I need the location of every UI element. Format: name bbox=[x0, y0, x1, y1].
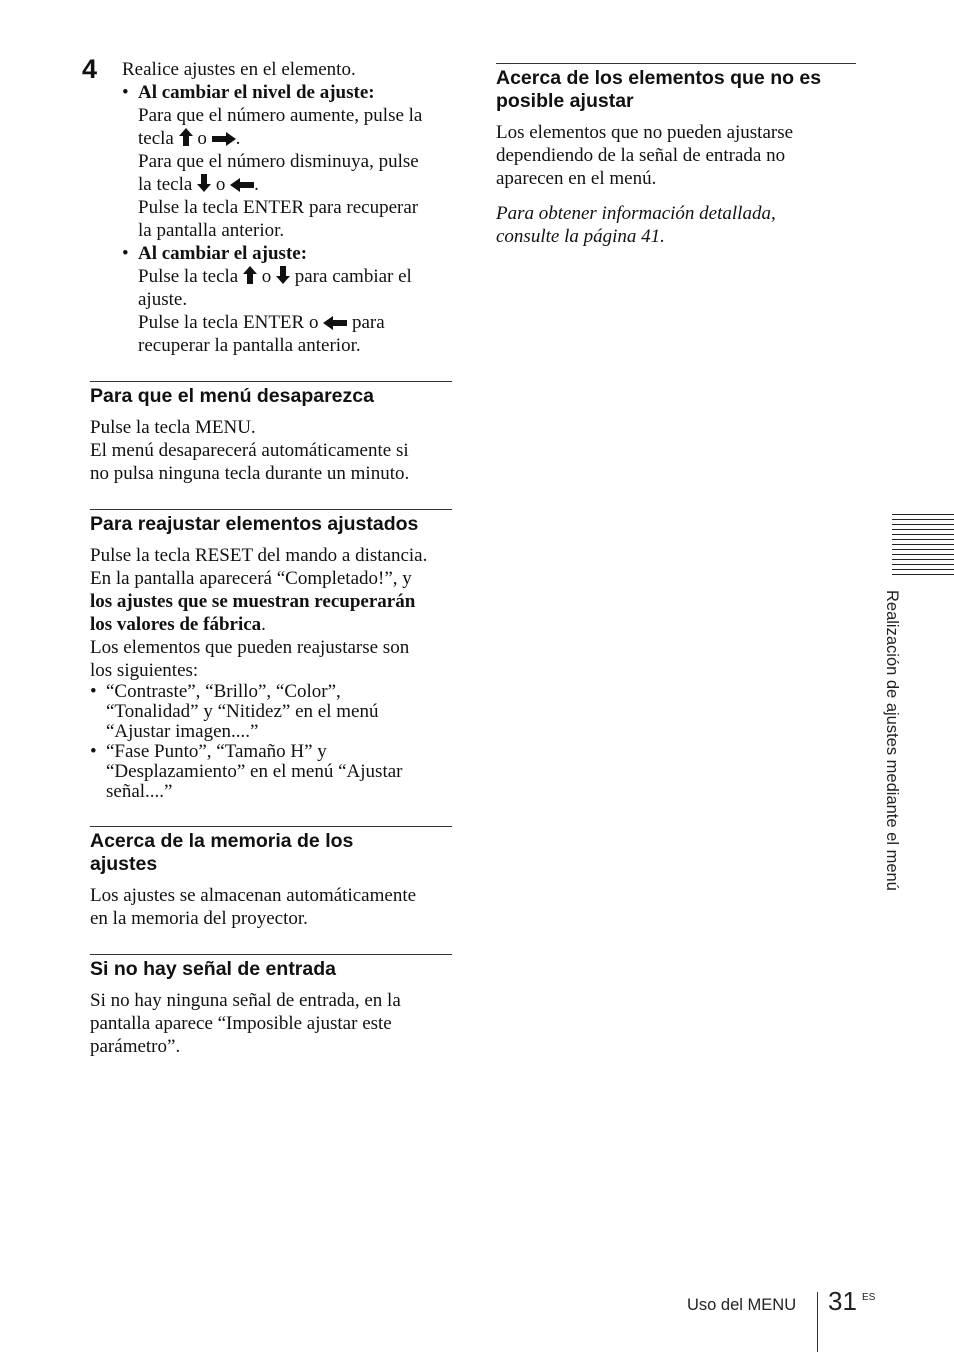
text-line: recuperar la pantalla anterior. bbox=[138, 335, 361, 356]
text-line: Pulse la tecla MENU. bbox=[90, 417, 256, 438]
text-line: Si no hay ninguna señal de entrada, en la bbox=[90, 990, 401, 1011]
text-fragment: Pulse la tecla bbox=[138, 266, 239, 287]
step-number: 4 bbox=[82, 54, 98, 84]
text-line: dependiendo de la señal de entrada no bbox=[496, 145, 786, 166]
bullet-adjust-level bbox=[90, 81, 452, 242]
text-line bbox=[138, 265, 452, 288]
text-fragment: para cambiar el bbox=[294, 266, 412, 287]
language-code: ES bbox=[862, 1292, 876, 1303]
footer-section-label: Uso del MENU bbox=[687, 1296, 797, 1314]
section-heading bbox=[90, 826, 452, 876]
arrow-down-icon bbox=[276, 266, 290, 284]
right-column bbox=[496, 63, 856, 248]
reference-note bbox=[496, 202, 856, 248]
text-line: Los ajustes se almacenan automáticamente bbox=[90, 885, 417, 906]
section-heading bbox=[496, 63, 856, 113]
text-line: pantalla aparece “Imposible ajustar este bbox=[90, 1013, 392, 1034]
text-line: los siguientes: bbox=[90, 660, 199, 681]
page-number: 31 bbox=[828, 1286, 857, 1316]
side-tab-marker bbox=[892, 514, 954, 579]
text-line: “Contraste”, “Brillo”, “Color”, bbox=[106, 681, 341, 702]
bullet-dot: • bbox=[122, 82, 129, 103]
text-line: Pulse la tecla RESET del mando a distancia. bbox=[90, 545, 428, 566]
text-line: “Ajustar imagen....” bbox=[106, 721, 259, 742]
text-line: señal....” bbox=[106, 781, 173, 802]
text-line: Pulse la tecla ENTER para recuperar bbox=[138, 197, 419, 218]
arrow-left-icon bbox=[230, 178, 254, 192]
list-item bbox=[90, 682, 452, 742]
arrow-left-icon bbox=[323, 316, 347, 330]
bullet-dot: • bbox=[90, 681, 97, 702]
section-heading: Si no hay señal de entrada bbox=[90, 954, 452, 981]
text-line: Para que el número aumente, pulse la bbox=[138, 105, 423, 126]
arrow-up-icon bbox=[179, 128, 193, 146]
section-heading: Para reajustar elementos ajustados bbox=[90, 509, 452, 536]
bullet-title: Al cambiar el ajuste: bbox=[138, 243, 308, 264]
text-line: “Tonalidad” y “Nitidez” en el menú bbox=[106, 701, 379, 722]
text-line: no pulsa ninguna tecla durante un minuto. bbox=[90, 463, 410, 484]
text-line: “Desplazamiento” en el menú “Ajustar bbox=[106, 761, 403, 782]
text-line: aparecen en el menú. bbox=[496, 168, 657, 189]
text-line: En la pantalla aparecerá “Completado!”, y bbox=[90, 568, 412, 589]
footer-divider bbox=[817, 1292, 818, 1352]
heading-line: Acerca de los elementos que no es bbox=[496, 67, 822, 89]
text-fragment: . bbox=[254, 174, 259, 195]
section-reset bbox=[90, 509, 452, 802]
text-line bbox=[90, 613, 452, 636]
text-fragment: para bbox=[351, 312, 385, 333]
text-fragment: . bbox=[235, 128, 241, 149]
section-no-signal bbox=[90, 954, 452, 1058]
bold-text-fragment: los valores de fábrica bbox=[90, 614, 262, 635]
text-line: parámetro”. bbox=[90, 1036, 181, 1057]
section-menu-hide bbox=[90, 381, 452, 485]
arrow-up-icon bbox=[243, 266, 257, 284]
heading-line: ajustes bbox=[90, 853, 158, 875]
arrow-down-icon bbox=[197, 174, 211, 192]
text-line bbox=[138, 311, 452, 334]
step-intro: Realice ajustes en el elemento. bbox=[122, 59, 356, 80]
text-fragment: o bbox=[261, 266, 272, 287]
text-fragment: o bbox=[197, 128, 207, 149]
left-column bbox=[82, 54, 452, 1058]
side-tab-label: Realización de ajustes mediante el menú bbox=[883, 590, 901, 891]
list-item bbox=[90, 742, 452, 802]
bullet-title: Al cambiar el nivel de ajuste: bbox=[138, 82, 375, 103]
bullet-change-setting bbox=[90, 242, 452, 357]
text-line: “Fase Punto”, “Tamaño H” y bbox=[106, 741, 327, 762]
section-memory bbox=[90, 826, 452, 930]
text-line: Los elementos que pueden reajustarse son bbox=[90, 637, 410, 658]
note-line: Para obtener información detallada, bbox=[496, 203, 776, 224]
step-4 bbox=[82, 54, 452, 84]
text-line: la pantalla anterior. bbox=[138, 220, 285, 241]
heading-line: Acerca de la memoria de los bbox=[90, 830, 354, 852]
section-heading: Para que el menú desaparezca bbox=[90, 381, 452, 408]
bold-text-line: los ajustes que se muestran recuperarán bbox=[90, 591, 416, 612]
text-fragment: . bbox=[261, 614, 266, 635]
bullet-dot: • bbox=[90, 741, 97, 762]
arrow-right-icon bbox=[212, 132, 236, 146]
note-line: consulte la página 41. bbox=[496, 226, 665, 247]
heading-line: posible ajustar bbox=[496, 90, 634, 112]
resettable-items-list bbox=[90, 682, 452, 802]
text-line: El menú desaparecerá automáticamente si bbox=[90, 440, 409, 461]
text-fragment: tecla bbox=[138, 128, 174, 149]
text-line bbox=[138, 127, 452, 150]
bullet-dot: • bbox=[122, 243, 129, 264]
text-fragment: la tecla bbox=[138, 174, 193, 195]
text-line: ajuste. bbox=[138, 289, 188, 310]
text-line: Para que el número disminuya, pulse bbox=[138, 151, 419, 172]
text-line: en la memoria del proyector. bbox=[90, 908, 308, 929]
text-line: Los elementos que no pueden ajustarse bbox=[496, 122, 794, 143]
text-fragment: Pulse la tecla ENTER o bbox=[138, 312, 319, 333]
text-fragment: o bbox=[215, 174, 226, 195]
text-line bbox=[138, 173, 452, 196]
section-not-adjustable bbox=[496, 63, 856, 248]
